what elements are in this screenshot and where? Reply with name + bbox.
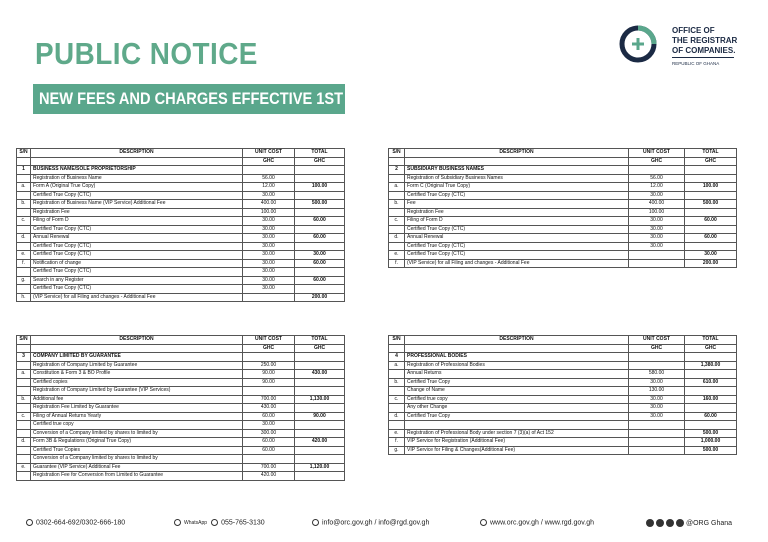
- globe-icon: [480, 519, 487, 526]
- table-row: Certified True Copy (CTC) 30.00: [17, 242, 345, 251]
- fees-table-subsidiary-business: S/N DESCRIPTION UNIT COST TOTAL GHC GHC 2 SUBSIDIARY BUSINESS NAMES Registration of Subsidiary Business Names 56.00 a. Form C (Original True Copy) 12.00 100.00 Certified True Copy (CTC) 30.00 b. Fee 400.00 500.00 Registration Fee 100.00 c. Filing of Form D 30.00 60.00 Certified True Copy (CTC) 30.00 d. Annual Renewal 30.00 60.00 Certified True Copy (CTC) 30.00 e. Certified True Copy (CTC) 30.00 f. (VIP Service) for all Filing and changes - Additional Fee 200.00: [388, 148, 737, 268]
- page-title: PUBLIC NOTICE: [35, 36, 258, 71]
- fees-table-professional-bodies: S/N DESCRIPTION UNIT COST TOTAL GHC GHC 4 PROFESSIONAL BODIES a. Registration of Professional Bodies 1,380.00 Annual Returns 580.00 b. Certified True Copy 30.00 610.00 Change of Name 130.00 c. Certified true copy 30.00 160.00 Any other Change 30.00 d. Certified True Copy 30.00 60.00 e. Registration of Professional Body under section 7 (3)(a) of Act 152 500.00 f. VIP Service for Registration (Additional Fee) 1,000.00 g. VIP Service for Filing & Changes(Additional Fee) 500.00: [388, 335, 737, 455]
- social-handle[interactable]: @ORG Ghana: [646, 519, 732, 527]
- email-link[interactable]: info@orc.gov.gh / info@rgd.gov.gh: [312, 519, 429, 526]
- table-row: b. Certified True Copy 30.00 610.00: [389, 378, 737, 387]
- table-row: Registration of Company Limited by Guarantee 250.00: [17, 361, 345, 370]
- table-row: c. Filing of Form D 30.00 60.00: [17, 217, 345, 226]
- table-row: Registration Fee 100.00: [389, 208, 737, 217]
- table-row: e. Registration of Professional Body under section 7 (3)(a) of Act 152 500.00: [389, 429, 737, 438]
- effective-date-banner: NEW FEES AND CHARGES EFFECTIVE 1ST JAN. 2023: [33, 84, 345, 114]
- twitter-icon: [656, 519, 664, 527]
- table-row: Registration Fee Limited by Guarantee 430.00: [17, 404, 345, 413]
- table-row: Certified True Copy (CTC) 30.00: [389, 242, 737, 251]
- table-row: d. Annual Renewal 30.00 60.00: [17, 234, 345, 243]
- table-row: Registration of Business Name 56.00: [17, 174, 345, 183]
- table-row: Certified true copy 30.00: [17, 421, 345, 430]
- table-row: [389, 421, 737, 430]
- table-row: Registration Fee for Conversion from Limited to Guarantee 420.00: [17, 472, 345, 481]
- website-link[interactable]: www.orc.gov.gh / www.rgd.gov.gh: [480, 519, 594, 526]
- phone-contact: 0302-664-692/0302-666-180: [26, 519, 125, 526]
- arrow-icon: [211, 519, 218, 526]
- table-row: e. Guarantee (VIP Service) Additional Fee 700.00 1,120.00: [17, 463, 345, 472]
- table-row: Registration of Subsidiary Business Names 56.00: [389, 174, 737, 183]
- table-row: a. Form A (Original True Copy) 12.00 100.00: [17, 183, 345, 192]
- table-row: Certified copies 90.00: [17, 378, 345, 387]
- table-row: d. Certified True Copy 30.00 60.00: [389, 412, 737, 421]
- whatsapp-contact: WhatsApp 055-765-3130: [174, 519, 265, 526]
- table-row: Any other Change 30.00: [389, 404, 737, 413]
- table-row: a. Registration of Professional Bodies 1,380.00: [389, 361, 737, 370]
- table-row: e. Certified True Copy (CTC) 30.00 30.00: [17, 251, 345, 260]
- facebook-icon: [646, 519, 654, 527]
- table-row: b. Fee 400.00 500.00: [389, 200, 737, 209]
- table-row: a. Constitution & Form 3 & BO Profile 90.00 430.00: [17, 370, 345, 379]
- table-row: a. Form C (Original True Copy) 12.00 100.00: [389, 183, 737, 192]
- table-row: e. Certified True Copy (CTC) 30.00: [389, 251, 737, 260]
- table-row: Conversion of a Company limited by shares to limited by: [17, 455, 345, 464]
- table-row: b. Additional fee 700.00 1,130.00: [17, 395, 345, 404]
- table-row: c. Filing of Annual Returns Yearly 60.00 90.00: [17, 412, 345, 421]
- table-row: Certified True Copy (CTC) 30.00: [17, 191, 345, 200]
- fees-table-company-limited-by-guarantee: S/N DESCRIPTION UNIT COST TOTAL GHC GHC 3 COMPANY LIMITED BY GUARANTEE Registration of Company Limited by Guarantee 250.00 a. Constitution & Form 3 & BO Profile 90.00 430.00 Certified copies 90.00 Registration of Company Limited by Guarantee (VIP Services) b. Additional fee 700.00 1,130.00 Registration Fee Limited by Guarantee 430.00 c. Filing of Annual Returns Yearly 60.00 90.00 Certified true copy 30.00 Conversion of a Company limited by shares to limited by 300.00 d. Form 3B & Regulations (Original True Copy) 60.00 420.00 Certified True Copies 60.00 Conversion of a Company limited by shares to limited by e. Guarantee (VIP Service) Additional Fee 700.00 1,120.00 Registration Fee for Conversion from Limited to Guarantee 420.00: [16, 335, 345, 481]
- whatsapp-icon: [174, 519, 181, 526]
- linkedin-icon: [676, 519, 684, 527]
- table-row: Certified True Copy (CTC) 30.00: [389, 225, 737, 234]
- table-row: f. (VIP Service) for all Filing and changes - Additional Fee 200.00: [389, 259, 737, 268]
- table-row: Registration Fee 100.00: [17, 208, 345, 217]
- table-row: f. VIP Service for Registration (Additional Fee) 1,000.00: [389, 438, 737, 447]
- orc-logo-icon: [618, 24, 666, 64]
- table-row: Certified True Copies 60.00: [17, 446, 345, 455]
- table-row: Certified True Copy (CTC) 30.00: [389, 191, 737, 200]
- table-row: b. Registration of Business Name (VIP Service) Additional Fee 400.00 500.00: [17, 200, 345, 209]
- table-row: g. VIP Service for Filing & Changes(Additional Fee) 500.00: [389, 446, 737, 455]
- table-row: f. Notification of change 30.00 60.00: [17, 259, 345, 268]
- table-row: g. Search in any Register 30.00 60.00: [17, 276, 345, 285]
- fees-table-business-name: S/N DESCRIPTION UNIT COST TOTAL GHC GHC 1 BUSINESS NAME/SOLE PROPRIETORSHIP Registration of Business Name 56.00 a. Form A (Original True Copy) 12.00 100.00 Certified True Copy (CTC) 30.00 b. Registration of Business Name (VIP Service) Additional Fee 400.00 500.00 Registration Fee 100.00 c. Filing of Form D 30.00 60.00 Certified True Copy (CTC) 30.00 d. Annual Renewal 30.00 60.00 Certified True Copy (CTC) 30.00 e. Certified True Copy (CTC) 30.00 30.00 f. Notification of change 30.00 60.00 Certified True Copy (CTC) 30.00 g. Search in any Register 30.00 60.00 Certified True Copy (CTC) 30.00 h. (VIP Service) for all Filing and changes - Additional Fee 200.00: [16, 148, 345, 302]
- table-row: c. Certified true copy 30.00 160.00: [389, 395, 737, 404]
- org-name: OFFICE OF THE REGISTRAR OF COMPANIES. REPUBLIC OF GHANA: [672, 26, 738, 66]
- table-row: Change of Name 130.00: [389, 387, 737, 396]
- table-row: Certified True Copy (CTC) 30.00: [17, 225, 345, 234]
- table-row: Conversion of a Company limited by shares to limited by 300.00: [17, 429, 345, 438]
- table-row: Annual Returns 580.00: [389, 370, 737, 379]
- table-row: Certified True Copy (CTC) 30.00: [17, 285, 345, 294]
- table-row: Registration of Company Limited by Guarantee (VIP Services): [17, 387, 345, 396]
- table-row: Certified True Copy (CTC) 30.00: [17, 268, 345, 277]
- table-row: d. Annual Renewal 30.00 60.00: [389, 234, 737, 243]
- table-row: d. Form 3B & Regulations (Original True Copy) 60.00 420.00: [17, 438, 345, 447]
- table-row: c. Filing of Form D 30.00 60.00: [389, 217, 737, 226]
- phone-icon: [26, 519, 33, 526]
- instagram-icon: [666, 519, 674, 527]
- table-row: h. (VIP Service) for all Filing and changes - Additional Fee 200.00: [17, 293, 345, 302]
- email-icon: [312, 519, 319, 526]
